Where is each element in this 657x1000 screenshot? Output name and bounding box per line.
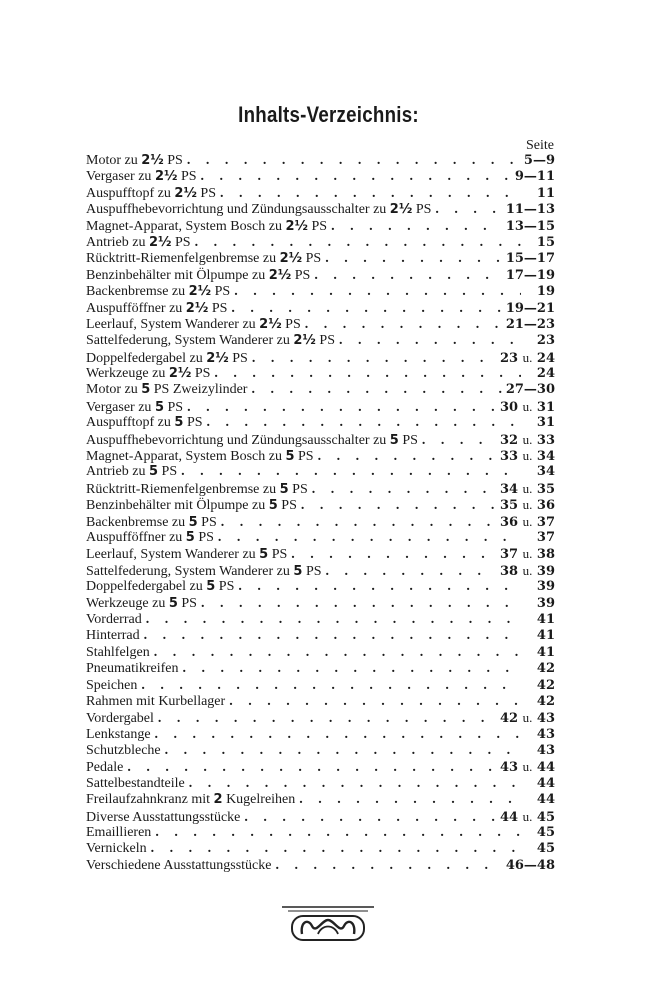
toc-entry-title: Vergaser zu 2½ PS bbox=[86, 169, 197, 185]
toc-entry-title: Rücktritt-Riemenfelgenbremse zu 5 PS bbox=[86, 481, 308, 497]
toc-entry bbox=[86, 530, 555, 546]
toc-entry bbox=[86, 301, 555, 317]
dot-leader bbox=[325, 251, 502, 267]
dot-leader bbox=[201, 169, 511, 185]
toc-entry-page: 34 bbox=[536, 464, 555, 480]
dot-leader bbox=[201, 596, 521, 612]
toc-entry-page: 9—11 bbox=[514, 169, 555, 185]
toc-entry bbox=[86, 219, 555, 235]
toc-entry-page: 42 u. 43 bbox=[500, 710, 555, 727]
dot-leader bbox=[165, 743, 521, 759]
toc-entry-title: Werkzeuge zu 2½ PS bbox=[86, 366, 211, 382]
toc-entry bbox=[86, 776, 555, 792]
toc-entry-title: Doppelfedergabel zu 2½ PS bbox=[86, 350, 248, 366]
toc-entry bbox=[86, 514, 555, 530]
toc-entry-page: 42 bbox=[536, 677, 555, 693]
toc-entry-title: Vernickeln bbox=[86, 841, 147, 857]
toc-entry-title: Auspufftopf zu 5 PS bbox=[86, 415, 203, 431]
dot-leader bbox=[314, 268, 501, 284]
dot-leader bbox=[155, 825, 521, 841]
toc-entry bbox=[86, 382, 555, 398]
toc-entry-page: 17—19 bbox=[505, 267, 555, 283]
toc-entry-page: 21—23 bbox=[505, 316, 555, 332]
toc-entry bbox=[86, 284, 555, 300]
toc-entry-page: 24 bbox=[536, 366, 555, 382]
dot-leader bbox=[312, 482, 496, 498]
dot-leader bbox=[238, 579, 521, 595]
toc-entry bbox=[86, 333, 555, 349]
toc-entry-page: 43 bbox=[536, 726, 555, 742]
toc-entry-page: 32 u. 33 bbox=[500, 431, 555, 448]
dot-leader bbox=[220, 186, 521, 202]
toc-entry-page: 38 u. 39 bbox=[500, 562, 555, 579]
dot-leader bbox=[214, 366, 521, 382]
toc-entry-page: 43 bbox=[536, 743, 555, 759]
dot-leader bbox=[155, 727, 521, 743]
toc-entry-page: 42 bbox=[536, 693, 555, 709]
toc-entry-title: Werkzeuge zu 5 PS bbox=[86, 595, 197, 611]
toc-entry-page: 19 bbox=[536, 284, 555, 300]
toc-entry-title: Schutzbleche bbox=[86, 743, 161, 759]
toc-entry-title: Vordergabel bbox=[86, 711, 154, 727]
toc-entry-page: 39 bbox=[536, 595, 555, 611]
toc-entry-page: 11 bbox=[536, 185, 555, 201]
dot-leader bbox=[195, 235, 521, 251]
toc-entry-page: 11—13 bbox=[505, 202, 555, 218]
toc-entry-title: Antrieb zu 2½ PS bbox=[86, 234, 191, 250]
toc-entry-title: Backenbremse zu 2½ PS bbox=[86, 284, 231, 300]
toc-entry-title: Lenkstange bbox=[86, 726, 151, 742]
dot-leader bbox=[291, 547, 496, 563]
toc-entry-page: 35 u. 36 bbox=[500, 497, 555, 514]
toc-entry bbox=[86, 858, 555, 874]
toc-entry-title: Doppelfedergabel zu 5 PS bbox=[86, 579, 235, 595]
toc-entry bbox=[86, 727, 555, 743]
dot-leader bbox=[151, 841, 521, 857]
dot-leader bbox=[435, 202, 501, 218]
dot-leader bbox=[183, 661, 521, 677]
toc-entry bbox=[86, 841, 555, 857]
toc-entry bbox=[86, 432, 555, 448]
toc-entry bbox=[86, 415, 555, 431]
toc-entry-title: Hinterrad bbox=[86, 628, 140, 644]
dot-leader bbox=[252, 351, 496, 367]
toc-entry-title: Auspuffhebevorrichtung und Zündungsausschalter zu 2½ PS bbox=[86, 202, 432, 218]
dot-leader bbox=[127, 760, 496, 776]
toc-entry-title: Rahmen mit Kurbellager bbox=[86, 693, 226, 709]
toc-entry-title: Speichen bbox=[86, 677, 138, 693]
toc-entry bbox=[86, 251, 555, 267]
dot-leader bbox=[154, 645, 521, 661]
toc-entry bbox=[86, 645, 555, 661]
toc-entry-page: 41 bbox=[536, 611, 555, 627]
toc-entry-page: 44 u. 45 bbox=[500, 808, 555, 825]
dot-leader bbox=[234, 284, 521, 300]
toc-entry-title: Motor zu 2½ PS bbox=[86, 153, 183, 168]
dot-leader bbox=[181, 464, 521, 480]
toc-entry bbox=[86, 235, 555, 251]
dot-leader bbox=[141, 678, 521, 694]
toc-entry-title: Verschiedene Ausstattungsstücke bbox=[86, 857, 272, 873]
toc-entry bbox=[86, 792, 555, 808]
dot-leader bbox=[339, 333, 521, 349]
toc-entry-page: 15—17 bbox=[505, 251, 555, 267]
toc-entry-page: 45 bbox=[536, 825, 555, 841]
toc-entry-title: Stahlfelgen bbox=[86, 644, 150, 660]
toc-entry-title: Magnet-Apparat, System Bosch zu 5 PS bbox=[86, 449, 314, 465]
toc-entry-page: 41 bbox=[536, 644, 555, 660]
dot-leader bbox=[244, 810, 496, 826]
dot-leader bbox=[158, 711, 496, 727]
toc-entry-page: 23 bbox=[536, 333, 555, 349]
dot-leader bbox=[207, 415, 521, 431]
seite-column-header: Seite bbox=[526, 138, 554, 153]
toc-entry-page: 30 u. 31 bbox=[500, 398, 555, 415]
toc-entry-title: Auspuffhebevorrichtung und Zündungsausschalter zu 5 PS bbox=[86, 432, 418, 448]
toc-entry-title: Backenbremse zu 5 PS bbox=[86, 514, 217, 530]
toc-entry-title: Benzinbehälter mit Ölpumpe zu 5 PS bbox=[86, 498, 297, 514]
toc-entry bbox=[86, 169, 555, 185]
toc-entry-page: 46—48 bbox=[505, 857, 555, 873]
toc-entry bbox=[86, 628, 555, 644]
toc-entry-title: Pneumatikreifen bbox=[86, 661, 179, 677]
toc-entry-page: 44 bbox=[536, 775, 555, 791]
toc-entry-title: Auspufföffner zu 5 PS bbox=[86, 529, 214, 545]
toc-entry-title: Motor zu 5 PS Zweizylinder bbox=[86, 382, 248, 398]
toc-entry bbox=[86, 268, 555, 284]
toc-entry-page: 41 bbox=[536, 628, 555, 644]
toc-entry bbox=[86, 317, 555, 333]
toc-entry bbox=[86, 661, 555, 677]
toc-entry bbox=[86, 186, 555, 202]
toc-entry bbox=[86, 563, 555, 579]
toc-entry-title: Diverse Ausstattungsstücke bbox=[86, 809, 241, 825]
dot-leader bbox=[187, 153, 520, 169]
dot-leader bbox=[305, 317, 502, 333]
toc-entry bbox=[86, 202, 555, 218]
toc-entry-page: 36 u. 37 bbox=[500, 513, 555, 530]
dot-leader bbox=[422, 433, 496, 449]
toc-entry-page: 13—15 bbox=[505, 218, 555, 234]
toc-entry-title: Auspufftopf zu 2½ PS bbox=[86, 185, 216, 201]
dot-leader bbox=[144, 628, 521, 644]
toc-entry bbox=[86, 579, 555, 595]
toc-entry bbox=[86, 694, 555, 710]
toc-entry-title: Sattelfederung, System Wanderer zu 5 PS bbox=[86, 563, 322, 579]
toc-entry-page: 39 bbox=[536, 579, 555, 595]
toc-entry bbox=[86, 350, 555, 366]
toc-entry-page: 27—30 bbox=[505, 382, 555, 398]
toc-entry-title: Rücktritt-Riemenfelgenbremse zu 2½ PS bbox=[86, 251, 322, 267]
toc-entry bbox=[86, 612, 555, 628]
dot-leader bbox=[231, 301, 501, 317]
toc-entry-page: 37 bbox=[536, 529, 555, 545]
page-title: Inhalts-Verzeichnis: bbox=[238, 102, 419, 127]
toc-entry bbox=[86, 710, 555, 726]
toc-entry bbox=[86, 546, 555, 562]
toc-entry bbox=[86, 464, 555, 480]
toc-entry bbox=[86, 596, 555, 612]
toc-entry-title: Auspufföffner zu 2½ PS bbox=[86, 300, 228, 316]
dot-leader bbox=[218, 530, 521, 546]
toc-entry-title: Benzinbehälter mit Ölpumpe zu 2½ PS bbox=[86, 267, 311, 283]
toc-entry bbox=[86, 153, 555, 169]
toc-entry bbox=[86, 481, 555, 497]
toc-entry-page: 42 bbox=[536, 661, 555, 677]
dot-leader bbox=[326, 564, 496, 580]
toc-entry-title: Leerlauf, System Wanderer zu 5 PS bbox=[86, 547, 288, 563]
table-of-contents bbox=[86, 153, 555, 874]
toc-entry bbox=[86, 743, 555, 759]
toc-entry-page: 23 u. 24 bbox=[500, 349, 555, 366]
wanderer-monogram-icon bbox=[278, 904, 378, 948]
dot-leader bbox=[146, 612, 521, 628]
toc-entry-title: Pedale bbox=[86, 760, 124, 776]
toc-entry-title: Antrieb zu 5 PS bbox=[86, 464, 178, 480]
toc-entry bbox=[86, 678, 555, 694]
toc-entry bbox=[86, 448, 555, 464]
toc-entry bbox=[86, 825, 555, 841]
dot-leader bbox=[187, 400, 496, 416]
toc-entry-title: Leerlauf, System Wanderer zu 2½ PS bbox=[86, 316, 301, 332]
toc-entry-page: 33 u. 34 bbox=[500, 448, 555, 465]
toc-entry-title: Vergaser zu 5 PS bbox=[86, 399, 184, 415]
toc-entry-page: 37 u. 38 bbox=[500, 546, 555, 563]
toc-entry-title: Sattelfederung, System Wanderer zu 2½ PS bbox=[86, 333, 335, 349]
toc-entry bbox=[86, 497, 555, 513]
toc-entry-page: 5—9 bbox=[523, 153, 555, 168]
toc-entry bbox=[86, 399, 555, 415]
dot-leader bbox=[251, 382, 501, 398]
dot-leader bbox=[331, 219, 502, 235]
toc-entry-page: 34 u. 35 bbox=[500, 480, 555, 497]
toc-entry-page: 31 bbox=[536, 415, 555, 431]
toc-entry bbox=[86, 366, 555, 382]
toc-entry-title: Emaillieren bbox=[86, 825, 152, 841]
toc-entry-title: Freilaufzahnkranz mit 2 Kugelreihen bbox=[86, 792, 296, 808]
toc-entry-page: 19—21 bbox=[505, 300, 555, 316]
toc-entry-page: 43 u. 44 bbox=[500, 759, 555, 776]
dot-leader bbox=[301, 498, 496, 514]
dot-leader bbox=[189, 776, 521, 792]
dot-leader bbox=[275, 858, 501, 874]
toc-entry bbox=[86, 809, 555, 825]
dot-leader bbox=[299, 792, 521, 808]
toc-entry bbox=[86, 759, 555, 775]
toc-entry-title: Magnet-Apparat, System Bosch zu 2½ PS bbox=[86, 218, 328, 234]
dot-leader bbox=[221, 515, 496, 531]
toc-entry-title: Vorderrad bbox=[86, 611, 142, 627]
toc-entry-page: 15 bbox=[536, 234, 555, 250]
dot-leader bbox=[229, 694, 521, 710]
toc-entry-title: Sattelbestandteile bbox=[86, 775, 185, 791]
dot-leader bbox=[318, 449, 496, 465]
toc-entry-page: 45 bbox=[536, 841, 555, 857]
toc-entry-page: 44 bbox=[536, 792, 555, 808]
